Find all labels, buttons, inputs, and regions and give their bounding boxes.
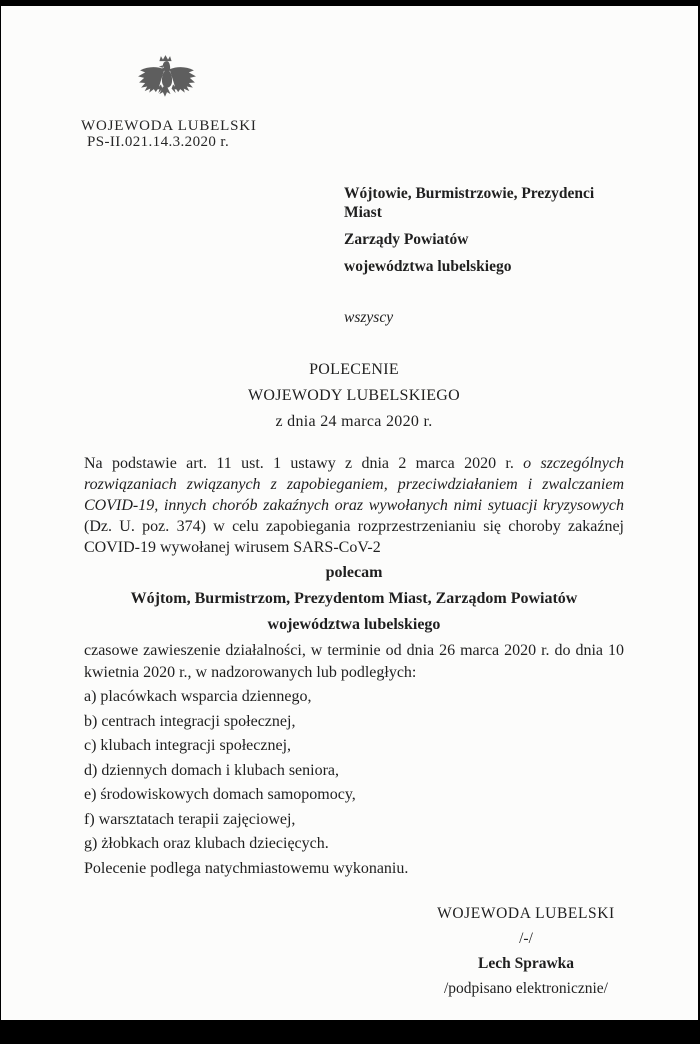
letterhead — [81, 52, 257, 150]
list-item: a) placówkach wsparcia dziennego, — [84, 688, 312, 705]
order-heading — [84, 560, 624, 638]
reference-number: PS-II.021.14.3.2020 r. — [87, 134, 230, 150]
closing-statement: Polecenie podlega natychmiastowemu wykonaniu. — [84, 859, 409, 877]
addressee-line: Wójtowie, Burmistrzowie, Prezydenci Miast — [344, 185, 595, 221]
letterhead-office: WOJEWODA LUBELSKI — [81, 118, 257, 134]
salutation: wszyscy — [344, 309, 394, 326]
document-page — [1, 6, 698, 1020]
list-item: g) żłobkach oraz klubach dziecięcych. — [84, 835, 329, 852]
list-item: f) warsztatach terapii zajęciowej, — [84, 810, 296, 828]
addressee-line: województwa lubelskiego — [344, 258, 512, 275]
addressee-block — [344, 184, 606, 276]
list-item: b) centrach integracji społecznej, — [84, 712, 296, 730]
document-title — [84, 357, 624, 435]
signature-note: /podpisano elektronicznie/ — [444, 980, 608, 997]
list-item: e) środowiskowych domach samopomocy, — [84, 786, 356, 803]
signature-office: WOJEWODA LUBELSKI — [437, 905, 615, 922]
legal-basis-act-title: o szczególnych rozwiązaniach związanych z zapobieganiem, przeciwdziałaniem i zwalczaniem COVID-19, innych chorób zakaźnych oraz wywołanych nimi sytuacji kryzysowych — [84, 455, 625, 514]
order-scope-paragraph: czasowe zawieszenie działalności, w terminie od dnia 26 marca 2020 r. do dnia 10 kwietnia 2020 r., w nadzorowanych lub podległych: — [84, 642, 624, 681]
title-line: WOJEWODY LUBELSKIEGO — [247, 387, 461, 404]
list-item: d) dziennych domach i klubach seniora, — [84, 761, 340, 779]
title-line: POLECENIE — [309, 361, 399, 378]
signature-mark: /-/ — [519, 930, 533, 947]
signature-block — [386, 905, 666, 997]
title-line: z dnia 24 marca 2020 r. — [275, 413, 433, 430]
legal-basis-end: (Dz. U. poz. 374) w celu zapobiegania rozprzestrzenianiu się choroby zakaźnej COVID-19 wywołanej wirusem SARS-CoV-2 — [84, 518, 624, 556]
legal-basis-paragraph — [84, 453, 624, 558]
coat-of-arms-eagle-icon — [81, 52, 253, 118]
order-region: województwa lubelskiego — [267, 616, 441, 633]
legal-basis-start: Na podstawie art. 11 ust. 1 ustawy z dnia 2 marca 2020 r. — [84, 455, 524, 472]
suspended-facilities-list — [84, 685, 624, 857]
order-verb: polecam — [325, 564, 383, 581]
signature-name: Lech Sprawka — [477, 955, 575, 972]
order-addressees: Wójtom, Burmistrzom, Prezydentom Miast, Zarządom Powiatów — [130, 590, 578, 607]
addressee-line: Zarządy Powiatów — [344, 231, 469, 248]
list-item: c) klubach integracji społecznej, — [84, 737, 292, 754]
